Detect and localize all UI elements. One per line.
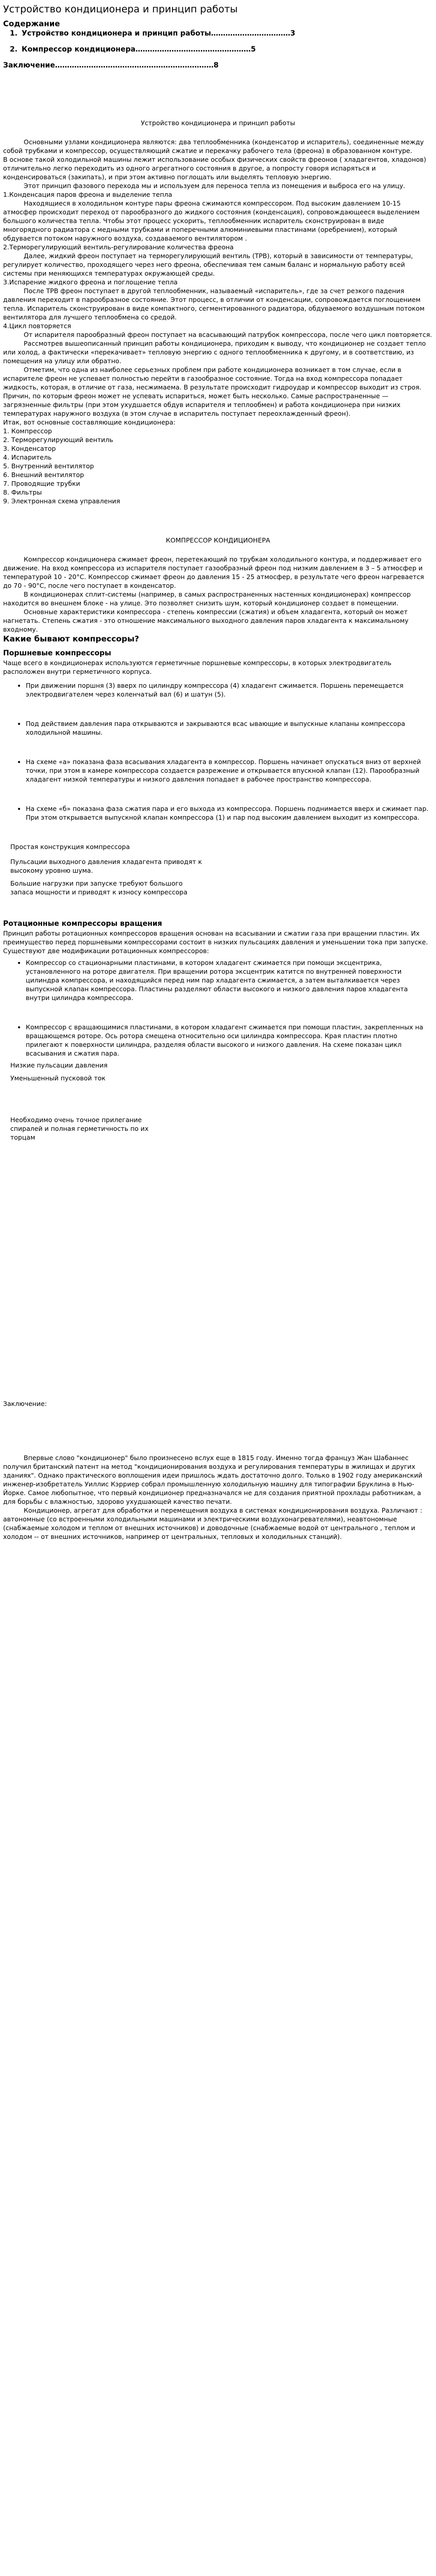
document-title: Устройство кондиционера и принцип работы <box>3 4 238 15</box>
advantage-text: Низкие пульсации давления <box>10 1061 108 1070</box>
paragraph: Компрессор кондиционера сжимает фреон, перетекающий по трубкам холодильного контура, и поддерживает его движение. На вход компрессора из испарителя поступает газообразный фреон под низким давлением в 3 – 5 атмосфер и температурой 10 - 20°С. Компрессор сжимает фреон до давления 15 - 25 атмосфер, в результате чего фреон нагревается до 70 - 90°С, после чего поступает в конденсатор. <box>3 555 424 590</box>
list-item: • Компрессор со стационарными пластинами, в котором хладагент сжимается при помощи эксцентрика, установленного на роторе двигателя. При вращении ротора эксцентрик катится по внутренней поверхности цилиндра компрессора, и находящийся перед ним пар хладагента сжимается, а затем выталкивается через выпускной клапан компрессора. Пластины разделяют области высокого и низкого давления паров хладагента внутри цилиндра компрессора. <box>26 958 433 1002</box>
section-1-title: Устройство кондиционера и принцип работы <box>141 118 295 127</box>
step-heading: 3.Испарение жидкого фреона и поглощение тепла <box>3 278 178 286</box>
paragraph: Основные характеристики компрессора - степень компрессии (сжатия) и объем хладагента, который он может нагнетать. Степень сжатия - это отношение максимального выходного давления паров хладагента к максимальному входному. <box>3 608 409 634</box>
paragraph: Находящиеся в холодильном контуре пары фреона сжимаются компрессором. Под высоким давлением 10-15 атмосфер происходит переход от парообразного до жидкого состояния (конденсация), сопровождающееся выделением большого количества тепла. Чтобы этот процесс ускорить, теплообменник испаритель сконструирован в виде многорядного радиатора с медными трубками и поперечными алюминиевыми пластинами (оребрением), который обдувается потоком наружного воздуха, создаваемого вентилятором . <box>3 199 420 243</box>
paragraph: В кондиционерах сплит-системы (например, в самых распространенных настенных кондиционерах) компрессор находится во внешнем блоке - на улице. Это позволяет снизить шум, который кондиционер создает в помещении. <box>3 590 411 607</box>
rotary-types-list <box>3 958 433 1058</box>
paragraph: Чаще всего в кондиционерах используются герметичные поршневые компрессоры, в которых электродвигатель расположен внутри герметичного корпуса. <box>3 659 392 676</box>
list-item: 6. Внешний вентилятор <box>3 471 84 479</box>
section-2-title: КОМПРЕССОР КОНДИЦИОНЕРА <box>166 536 270 544</box>
toc-item-number: 1. <box>9 29 18 38</box>
conclusion-heading: Заключение: <box>3 1400 47 1408</box>
disadvantage-text: Необходимо очень точное прилегание спиралей и полная герметичность по их торцам <box>10 1116 149 1142</box>
toc-item-number: 2. <box>9 45 18 54</box>
list-item: 7. Проводящие трубки <box>3 480 80 488</box>
toc-item-label: Заключение…………………………………………………………8 <box>3 61 219 70</box>
paragraph: Этот принцип фазового перехода мы и используем для переноса тепла из помещения и выброса его на улицу. <box>24 182 406 190</box>
advantage-text: Простая конструкция компрессора <box>10 843 130 851</box>
paragraph: Впервые слово "кондиционер" было произнесено вслух еще в 1815 году. Именно тогда француз Жан Шабаннес получил британский патент на метод "кондиционирования воздуха и регулирования температуры в жилищах и других зданиях". Однако практического воплощения идеи пришлось ждать достаточно долго. Только в 1902 году американский инженер-изобретатель Уиллис Кэрриер собрал промышленную холодильную машину для типографии Бруклина в Нью-Йорке. Самое любопытное, что первый кондиционер предназначался не для создания приятной прохлады работникам, а для борьбы с влажностью, здорово ухудшающей качество печати. <box>3 1454 423 1506</box>
list-item: 1. Компрессор <box>3 427 52 435</box>
list-item: 8. Фильтры <box>3 488 42 497</box>
paragraph: Далее, жидкий фреон поступает на терморегулирующий вентиль (ТРВ), который в зависимости от температуры, регулирует количество, проходящего через него фреона, обеспечивая тем самым баланс и нормальную работу всей системы при меняющихся температурах окружающей среды. <box>3 252 413 278</box>
toc-item-label: Компрессор кондиционера…………………………………………5 <box>22 45 256 54</box>
components-list <box>3 427 433 505</box>
paragraph: В основе такой холодильной машины лежит использование особых физических свойств фреонов ( хладагентов, хладонов) отличительно легко переходить из одного агрегатного состояния в другое, а попросту говоря испаряться и конденсироваться (закипать), и при этом активно поглощать или выделять тепловую энергию. <box>3 156 426 181</box>
list-item: 9. Электронная схема управления <box>3 497 120 505</box>
paragraph: Рассмотрев вышеописанный принцип работы кондиционера, приходим к выводу, что кондиционер не создает тепло или холод, а фактически «перекачивает» тепловую энергию с одного теплообменника к другому, и в соответствию, из помещения на улицу или обратно. <box>3 340 426 365</box>
list-item: • Под действием давления пара открываются и закрываются всас ывающие и выпускные клапаны компрессора холодильной машины. <box>26 719 433 737</box>
list-intro: Итак, вот основные составляющие кондиционера: <box>3 418 176 427</box>
paragraph: Основными узлами кондиционера являются: два теплообменника (конденсатор и испаритель), соединенные между собой трубками и компрессор, осуществляющий сжатие и перекачку рабочего тела (фреона) в образованном контуре. <box>3 138 424 155</box>
list-item: • Компрессор с вращающимися пластинами, в котором хладагент сжимается при помощи пластин, закрепленных на вращающемся роторе. Ось ротора смещена относительно оси цилиндра компрессора. Края пластин плотно прилегают к поверхности цилиндра, разделяя области высокого и низкого давления. На схеме показан цикл всасывания и сжатия пара. <box>26 1023 433 1058</box>
toc-heading: Содержание <box>3 19 60 28</box>
list-item: • При движении поршня (3) вверх по цилиндру компрессора (4) хладагент сжимается. Поршень перемещается электродвигателем через коленчатый вал (6) и шатун (5). <box>26 681 433 699</box>
paragraph: Отметим, что одна из наиболее серьезных проблем при работе кондиционера возникает в том случае, если в испарителе фреон не успевает полностью перейти в газообразное состояние. Тогда на вход компрессора попадает жидкость, которая, в отличие от газа, несжимаема. В результате происходит гидроудар и компрессор выходит из строя. Причин, по которым фреон может не успевать испариться, может быть несколько. Самые распространенные — загрязненные фильтры (при этом ухудшается обдув испарителя и теплообмен) и работа кондиционера при низких температурах наружного воздуха (в этом случае в испаритель поступает переохлажденный фреон). <box>3 366 422 418</box>
list-item: 2. Терморегулирующий вентиль <box>3 436 113 444</box>
subsection-heading: Какие бывают компрессоры? <box>3 634 139 644</box>
toc-item-2[interactable] <box>3 45 433 55</box>
list-item: • На схеме «б» показана фаза сжатия пара и его выхода из компрессора. Поршень поднимается вверх и сжимает пар. При этом открывается выпускной клапан компрессора (1) и пар под высоким давлением выходит из компрессора. <box>26 804 433 822</box>
list-item: 3. Конденсатор <box>3 445 56 453</box>
subsection-heading: Ротационные компрессоры вращения <box>3 920 162 928</box>
step-heading: 2.Терморегулирующий вентиль-регулирование количества фреона <box>3 243 234 251</box>
paragraph: После ТРВ фреон поступает в другой теплообменник, называемый «испаритель», где за счет резкого падения давления переходит в парообразное состояние. Этот процесс, в отличии от конденсации, сопровождается поглощением тепла. Испаритель сконструирован в виде компактного, сегментированного радиатора, обдуваемого воздушным потоком вентилятора для лучшего теплообмена со средой. <box>3 287 425 321</box>
subsection-heading: Поршневые компрессоры <box>3 649 111 658</box>
disadvantage-text: Пульсации выходного давления хладагента приводят к высокому уровню шума. <box>10 858 202 875</box>
list-item: • На схеме «а» показана фаза всасывания хладагента в компрессор. Поршень начинает опускаться вниз от верхней точки, при этом в камере компрессора создается разрежение и открывается впускной клапан (12). Парообразный хладагент низкой температуры и низкого давления попадает в рабочее пространство компрессора. <box>26 757 433 784</box>
list-item: 4. Испаритель <box>3 453 52 462</box>
toc-item-label: Устройство кондиционера и принцип работы……………………………3 <box>22 29 295 38</box>
step-heading: 1.Конденсация паров фреона и выделение тепла <box>3 191 172 199</box>
toc-item-1[interactable] <box>3 29 433 39</box>
paragraph: От испарителя парообразный фреон поступает на всасывающий патрубок компрессора, после чего цикл повторяется. <box>24 331 432 339</box>
list-item: 5. Внутренний вентилятор <box>3 462 94 470</box>
disadvantage-text: Большие нагрузки при запуске требуют большого запаса мощности и приводят к износу компрессора <box>10 879 188 896</box>
advantage-text: Уменьшенный пусковой ток <box>10 1074 106 1082</box>
step-heading: 4.Цикл повторяется <box>3 322 72 330</box>
paragraph: Принцип работы ротационных компрессоров вращения основан на всасывании и сжатии газа при вращении пластин. Их преимущество перед поршневыми компрессорами состоит в низких пульсациях давления и уменьшении тока при запуске. Существуют две модификации ротационных компрессоров: <box>3 929 428 955</box>
toc-item-3[interactable] <box>3 61 433 71</box>
piston-stages-list <box>3 681 433 822</box>
paragraph: Кондиционер, агрегат для обработки и перемещения воздуха в системах кондиционирования воздуха. Различают : автономные (со встроенными холодильными машинами и электрическими воздухонагревателями), неавтономные (снабжаемые холодом и теплом от внешних источников) и доводочные (снабжаемые водой от центрального , теплом и холодом -- от внешних источников, например от центральных, тепловых и холодильных станций). <box>3 1506 423 1541</box>
